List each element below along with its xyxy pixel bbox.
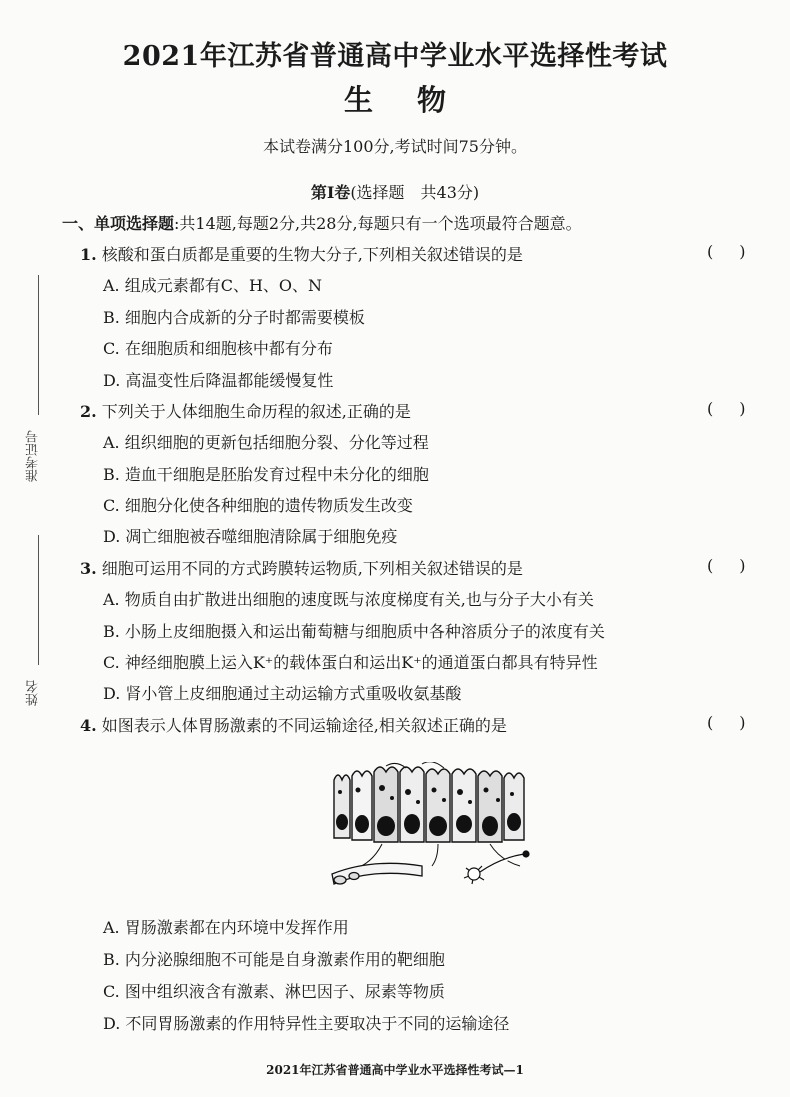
section-desc: :共14题,每题2分,共28分,每题只有一个选项最符合题意。 [174, 214, 582, 233]
side-label-exam-no: 准考证号 [26, 430, 41, 482]
option: B. 细胞内合成新的分子时都需要模板 [103, 308, 365, 327]
answer-paren: () [707, 556, 772, 575]
exam-instructions: 本试卷满分100分,考试时间75分钟。 [263, 137, 527, 156]
option: D. 不同胃肠激素的作用特异性主要取决于不同的运输途径 [103, 1014, 510, 1033]
hormone-transport-figure [322, 762, 544, 892]
option: C. 神经细胞膜上运入K⁺的载体蛋白和运出K⁺的通道蛋白都具有特异性 [103, 653, 598, 672]
option: B. 内分泌腺细胞不可能是自身激素作用的靶细胞 [103, 950, 445, 969]
binding-line [38, 275, 39, 415]
exam-title: 2021年江苏省普通高中学业水平选择性考试 [122, 41, 668, 72]
question-stem [80, 242, 523, 265]
side-label-name: 姓名 [26, 680, 41, 706]
section-label: 一、单项选择题 [62, 214, 175, 233]
option: C. 在细胞质和细胞核中都有分布 [103, 339, 333, 358]
option: A. 物质自由扩散进出细胞的速度既与浓度梯度有关,也与分子大小有关 [103, 590, 594, 609]
answer-paren: () [707, 713, 772, 732]
part-desc: (选择题 共43分) [350, 183, 480, 202]
part-heading [0, 180, 790, 203]
part-label: 第Ⅰ卷 [310, 183, 351, 202]
question-text: 核酸和蛋白质都是重要的生物大分子,下列相关叙述错误的是 [101, 245, 523, 264]
question-number: 1. [80, 245, 97, 264]
option: D. 肾小管上皮细胞通过主动运输方式重吸收氨基酸 [103, 684, 462, 703]
option: A. 组织细胞的更新包括细胞分裂、分化等过程 [103, 433, 429, 452]
question-number: 4. [80, 716, 97, 735]
option: C. 图中组织液含有激素、淋巴因子、尿素等物质 [103, 982, 445, 1001]
question-number: 2. [80, 402, 97, 421]
question-stem [80, 556, 523, 579]
option: D. 凋亡细胞被吞噬细胞清除属于细胞免疫 [103, 527, 398, 546]
page-footer: 2021年江苏省普通高中学业水平选择性考试—1 [266, 1063, 524, 1077]
section-heading [62, 211, 582, 234]
question-text: 下列关于人体细胞生命历程的叙述,正确的是 [101, 402, 411, 421]
answer-paren: () [707, 242, 772, 261]
question-stem [80, 399, 411, 422]
answer-paren: () [707, 399, 772, 418]
question-number: 3. [80, 559, 97, 578]
option: A. 组成元素都有C、H、O、N [103, 276, 323, 295]
option: D. 高温变性后降温都能缓慢复性 [103, 371, 334, 390]
question-text: 如图表示人体胃肠激素的不同运输途径,相关叙述正确的是 [101, 716, 507, 735]
question-stem [80, 713, 507, 736]
option: B. 造血干细胞是胚胎发育过程中未分化的细胞 [103, 465, 429, 484]
option: C. 细胞分化使各种细胞的遗传物质发生改变 [103, 496, 413, 515]
subject-title: 生物 [343, 83, 490, 117]
question-text: 细胞可运用不同的方式跨膜转运物质,下列相关叙述错误的是 [101, 559, 523, 578]
option: B. 小肠上皮细胞摄入和运出葡萄糖与细胞质中各种溶质分子的浓度有关 [103, 622, 605, 641]
binding-line [38, 535, 39, 665]
option: A. 胃肠激素都在内环境中发挥作用 [103, 918, 349, 937]
